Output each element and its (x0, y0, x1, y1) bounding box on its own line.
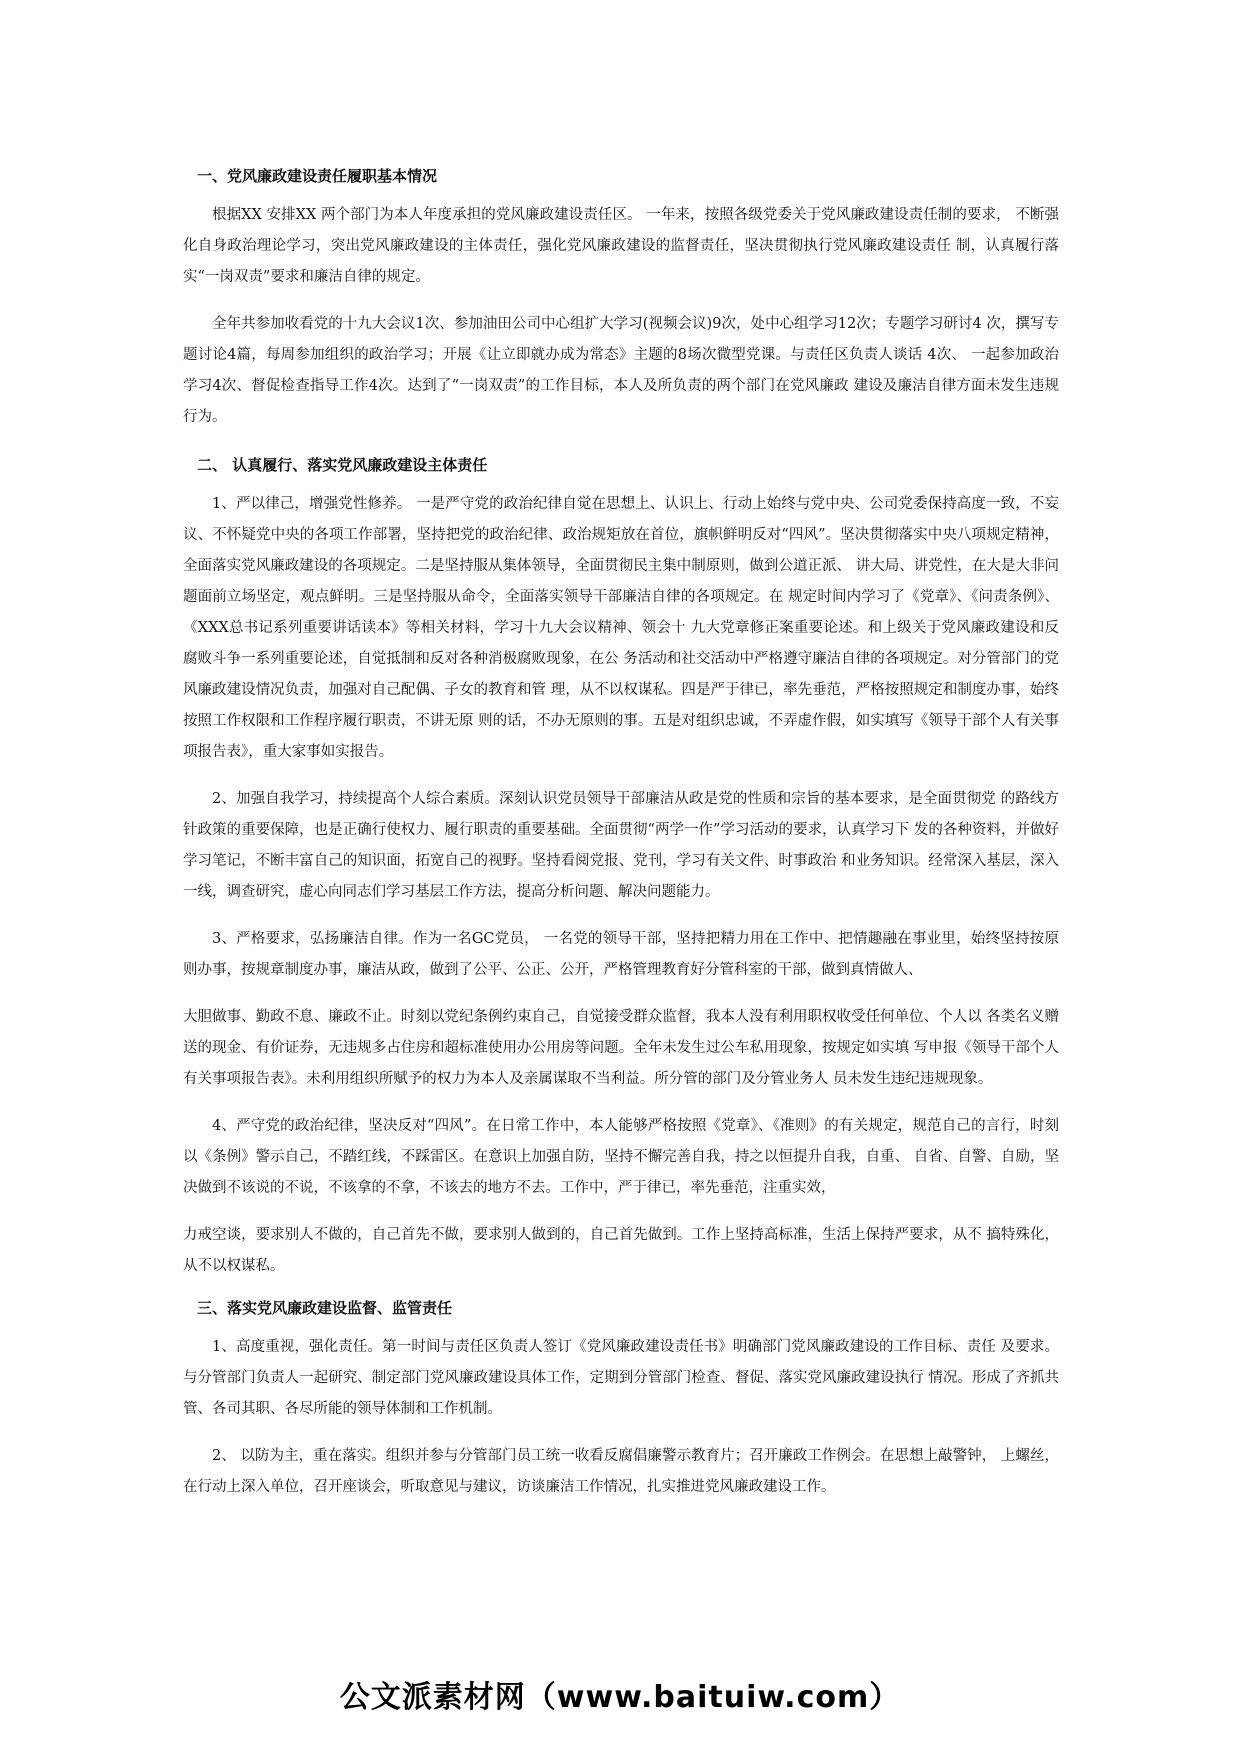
section-3-paragraph-2: 2、 以防为主，重在落实。组织并参与分管部门员工统一收看反腐倡廉警示教育片；召开廉政工作例会。在思想上敲警钟， 上螺丝，在行动上深入单位，召开座谈会，听取意见与建议，访谈廉洁工作情况，扎实推进党风廉政建设工作。 (183, 1448, 1059, 1495)
section-2-paragraph-3: 3、严格要求，弘扬廉洁自律。作为一名GC党员， 一名党的领导干部，坚持把精力用在工作中、把情趣融在事业里，始终坚持按原则办事，按规章制度办事，廉洁从政，做到了公平、公正、公开，严格管理教育好分管科室的干部，做到真情做人、 (183, 931, 1059, 978)
section-2-heading: 二、 认真履行、落实党风廉政建设主体责任 (197, 456, 488, 474)
section-1-paragraph-1: 根据XX 安排XX 两个部门为本人年度承担的党风廉政建设责任区。 一年来，按照各级党委关于党风廉政建设责任制的要求， 不断强化自身政治理论学习，突出党风廉政建设的主体责任，强化党风廉政建设的监督责任，坚决贯彻执行党风廉政建设责任 制，认真履行落实“一岗双责”要求和廉洁自律的规定。 (183, 207, 1059, 285)
footer-watermark: 公文派素材网（www.baituiw.com） (339, 1680, 901, 1715)
document-body (183, 166, 1064, 1519)
section-3-paragraph-1: 1、高度重视，强化责任。第一时间与责任区负责人签订《党风廉政建设责任书》明确部门党风廉政建设的工作目标、责任 及要求。与分管部门负责人一起研究、制定部门党风廉政建设具体工作，定期到分管部门检查、督促、落实党风廉政建设执行 情况。形成了齐抓共管、各司其职、各尽所能的领导体制和工作机制。 (183, 1339, 1059, 1417)
section-1-heading: 一、党风廉政建设责任履职基本情况 (197, 167, 438, 185)
section-2-paragraph-3-continued: 大胆做事、勤政不息、廉政不止。时刻以党纪条例约束自己，自觉接受群众监督，我本人没有利用职权收受任何单位、个人以 各类名义赠送的现金、有价证券，无违规多占住房和超标准使用办公用房等问题。全年未发生过公车私用现象，按规定如实填 写申报《领导干部个人有关事项报告表》。未利用组织所赋予的权力为本人及亲属谋取不当利益。所分管的部门及分管业务人 员未发生违纪违规现象。 (183, 1009, 1059, 1087)
section-2-paragraph-1: 1、严以律己，增强党性修养。 一是严守党的政治纪律自觉在思想上、认识上、行动上始终与党中央、公司党委保持高度一致，不妄议、不怀疑党中央的各项工作部署，坚持把党的政治纪律、政治规矩放在首位，旗帜鲜明反对“四风”。坚决贯彻落实中央八项规定精神，全面落实党风廉政建设的各项规定。二是坚持服从集体领导，全面贯彻民主集中制原则，做到公道正派、 讲大局、讲党性，在大是大非问题面前立场坚定，观点鲜明。三是坚持服从命令，全面落实领导干部廉洁自律的各项规定。在 规定时间内学习了《党章》、《问责条例》、 《XXX总书记系列重要讲话读本》等相关材料，学习十九大会议精神、领会十 九大党章修正案重要论述。和上级关于党风廉政建设和反腐败斗争一系列重要论述，自觉抵制和反对各种消极腐败现象，在公 务活动和社交活动中严格遵守廉洁自律的各项规定。对分管部门的党风廉政建设情况负责，加强对自己配偶、子女的教育和管 理，从不以权谋私。四是严于律已，率先垂范，严格按照规定和制度办事，始终按照工作权限和工作程序履行职责，不讲无原 则的话，不办无原则的事。五是对组织忠诚，不弄虚作假，如实填写《领导干部个人有关事项报告表》，重大家事如实报告。 (183, 496, 1064, 760)
section-3-heading: 三、落实党风廉政建设监督、监管责任 (197, 1299, 453, 1317)
section-2-paragraph-2: 2、加强自我学习，持续提高个人综合素质。深刻认识党员领导干部廉洁从政是党的性质和宗旨的基本要求，是全面贯彻党 的路线方针政策的重要保障，也是正确行使权力、履行职责的重要基础。全面贯彻“两学一作”学习活动的要求，认真学习下 发的各种资料，并做好学习笔记，不断丰富自己的知识面，拓宽自己的视野。坚持看阅党报、党刊，学习有关文件、时事政治 和业务知识。经常深入基层，深入一线，调查研究，虚心向同志们学习基层工作方法，提高分析问题、解决问题能力。 (183, 791, 1059, 900)
section-2-paragraph-4-continued: 力戒空谈，要求别人不做的，自己首先不做，要求别人做到的，自己首先做到。工作上坚持高标准，生活上保持严要求，从不 搞特殊化，从不以权谋私。 (183, 1227, 1059, 1274)
section-1-paragraph-2: 全年共参加收看党的十九大会议1次、参加油田公司中心组扩大学习(视频会议)9次，处中心组学习12次；专题学习研讨4 次，撰写专题讨论4篇，每周参加组织的政治学习；开展《让立即就办成为常态》主题的8场次微型党课。与责任区负责人谈话 4次、 一起参加政治学习4次、督促检查指导工作4次。达到了“一岗双责”的工作目标，本人及所负责的两个部门在党风廉政 建设及廉洁自律方面未发生违规行为。 (183, 316, 1059, 425)
section-2-paragraph-4: 4、严守党的政治纪律，坚决反对“四风”。在日常工作中，本人能够严格按照《党章》、《准则》的有关规定，规范自己的言行，时刻以《条例》警示自己，不踏红线，不踩雷区。在意识上加强自防，坚持不懈完善自我，持之以恒提升自我，自重、 自省、自警、自励，坚决做到不该说的不说，不该拿的不拿，不该去的地方不去。工作中，严于律已，率先垂范，注重实效， (183, 1118, 1059, 1196)
